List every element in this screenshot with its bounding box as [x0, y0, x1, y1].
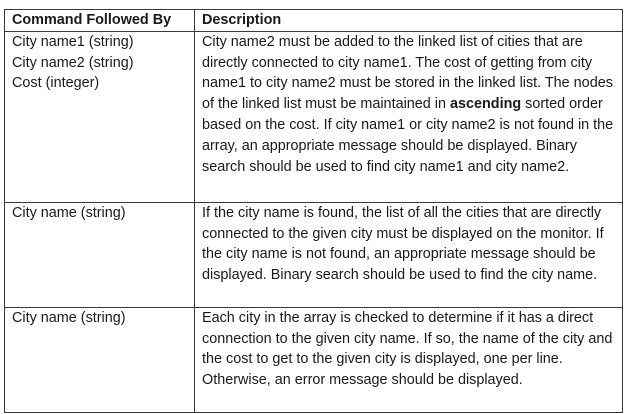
command-table	[4, 9, 623, 413]
table-header-row	[5, 10, 623, 32]
header-command: Command Followed By	[5, 10, 195, 32]
description-text: sorted order based on the cost. If city name1 or city name2 is not found in the array, an appropriate message should be displayed. Binary search should be used to find city name1 and city name2.	[202, 96, 614, 175]
description-text: Each city in the array is checked to determine if it has a direct connection to the given city name. If so, the name of the city and the cost to get to the given city is displayed, one per line. Otherwise, an error message should be displayed.	[202, 309, 613, 389]
description-cell	[195, 31, 623, 202]
command-params-cell	[5, 307, 195, 412]
description-cell	[195, 202, 623, 307]
description-emphasis: ascending	[449, 96, 522, 113]
header-description: Description	[195, 10, 623, 32]
command-params-cell	[5, 202, 195, 307]
description-text: City name2 must be added to the linked list of cities that are directly connected to city name1. The cost of getting from city name1 to city name2 must be stored in the linked list. The nodes of the linked list must be maintained in	[202, 33, 613, 113]
table-row	[5, 31, 623, 202]
param: City name1 (string)	[12, 33, 134, 50]
param: City name (string)	[12, 204, 126, 221]
param: City name (string)	[12, 309, 126, 326]
table-row	[5, 202, 623, 307]
command-params-cell	[5, 31, 195, 202]
description-cell	[195, 307, 623, 412]
param: Cost (integer)	[12, 75, 100, 92]
param: City name2 (string)	[12, 54, 134, 71]
table-row	[5, 307, 623, 412]
description-text: If the city name is found, the list of all the cities that are directly connected to the given city must be displayed on the monitor. If the city name is not found, an appropriate message should be displayed. Binary search should be used to find the city name.	[202, 204, 604, 284]
